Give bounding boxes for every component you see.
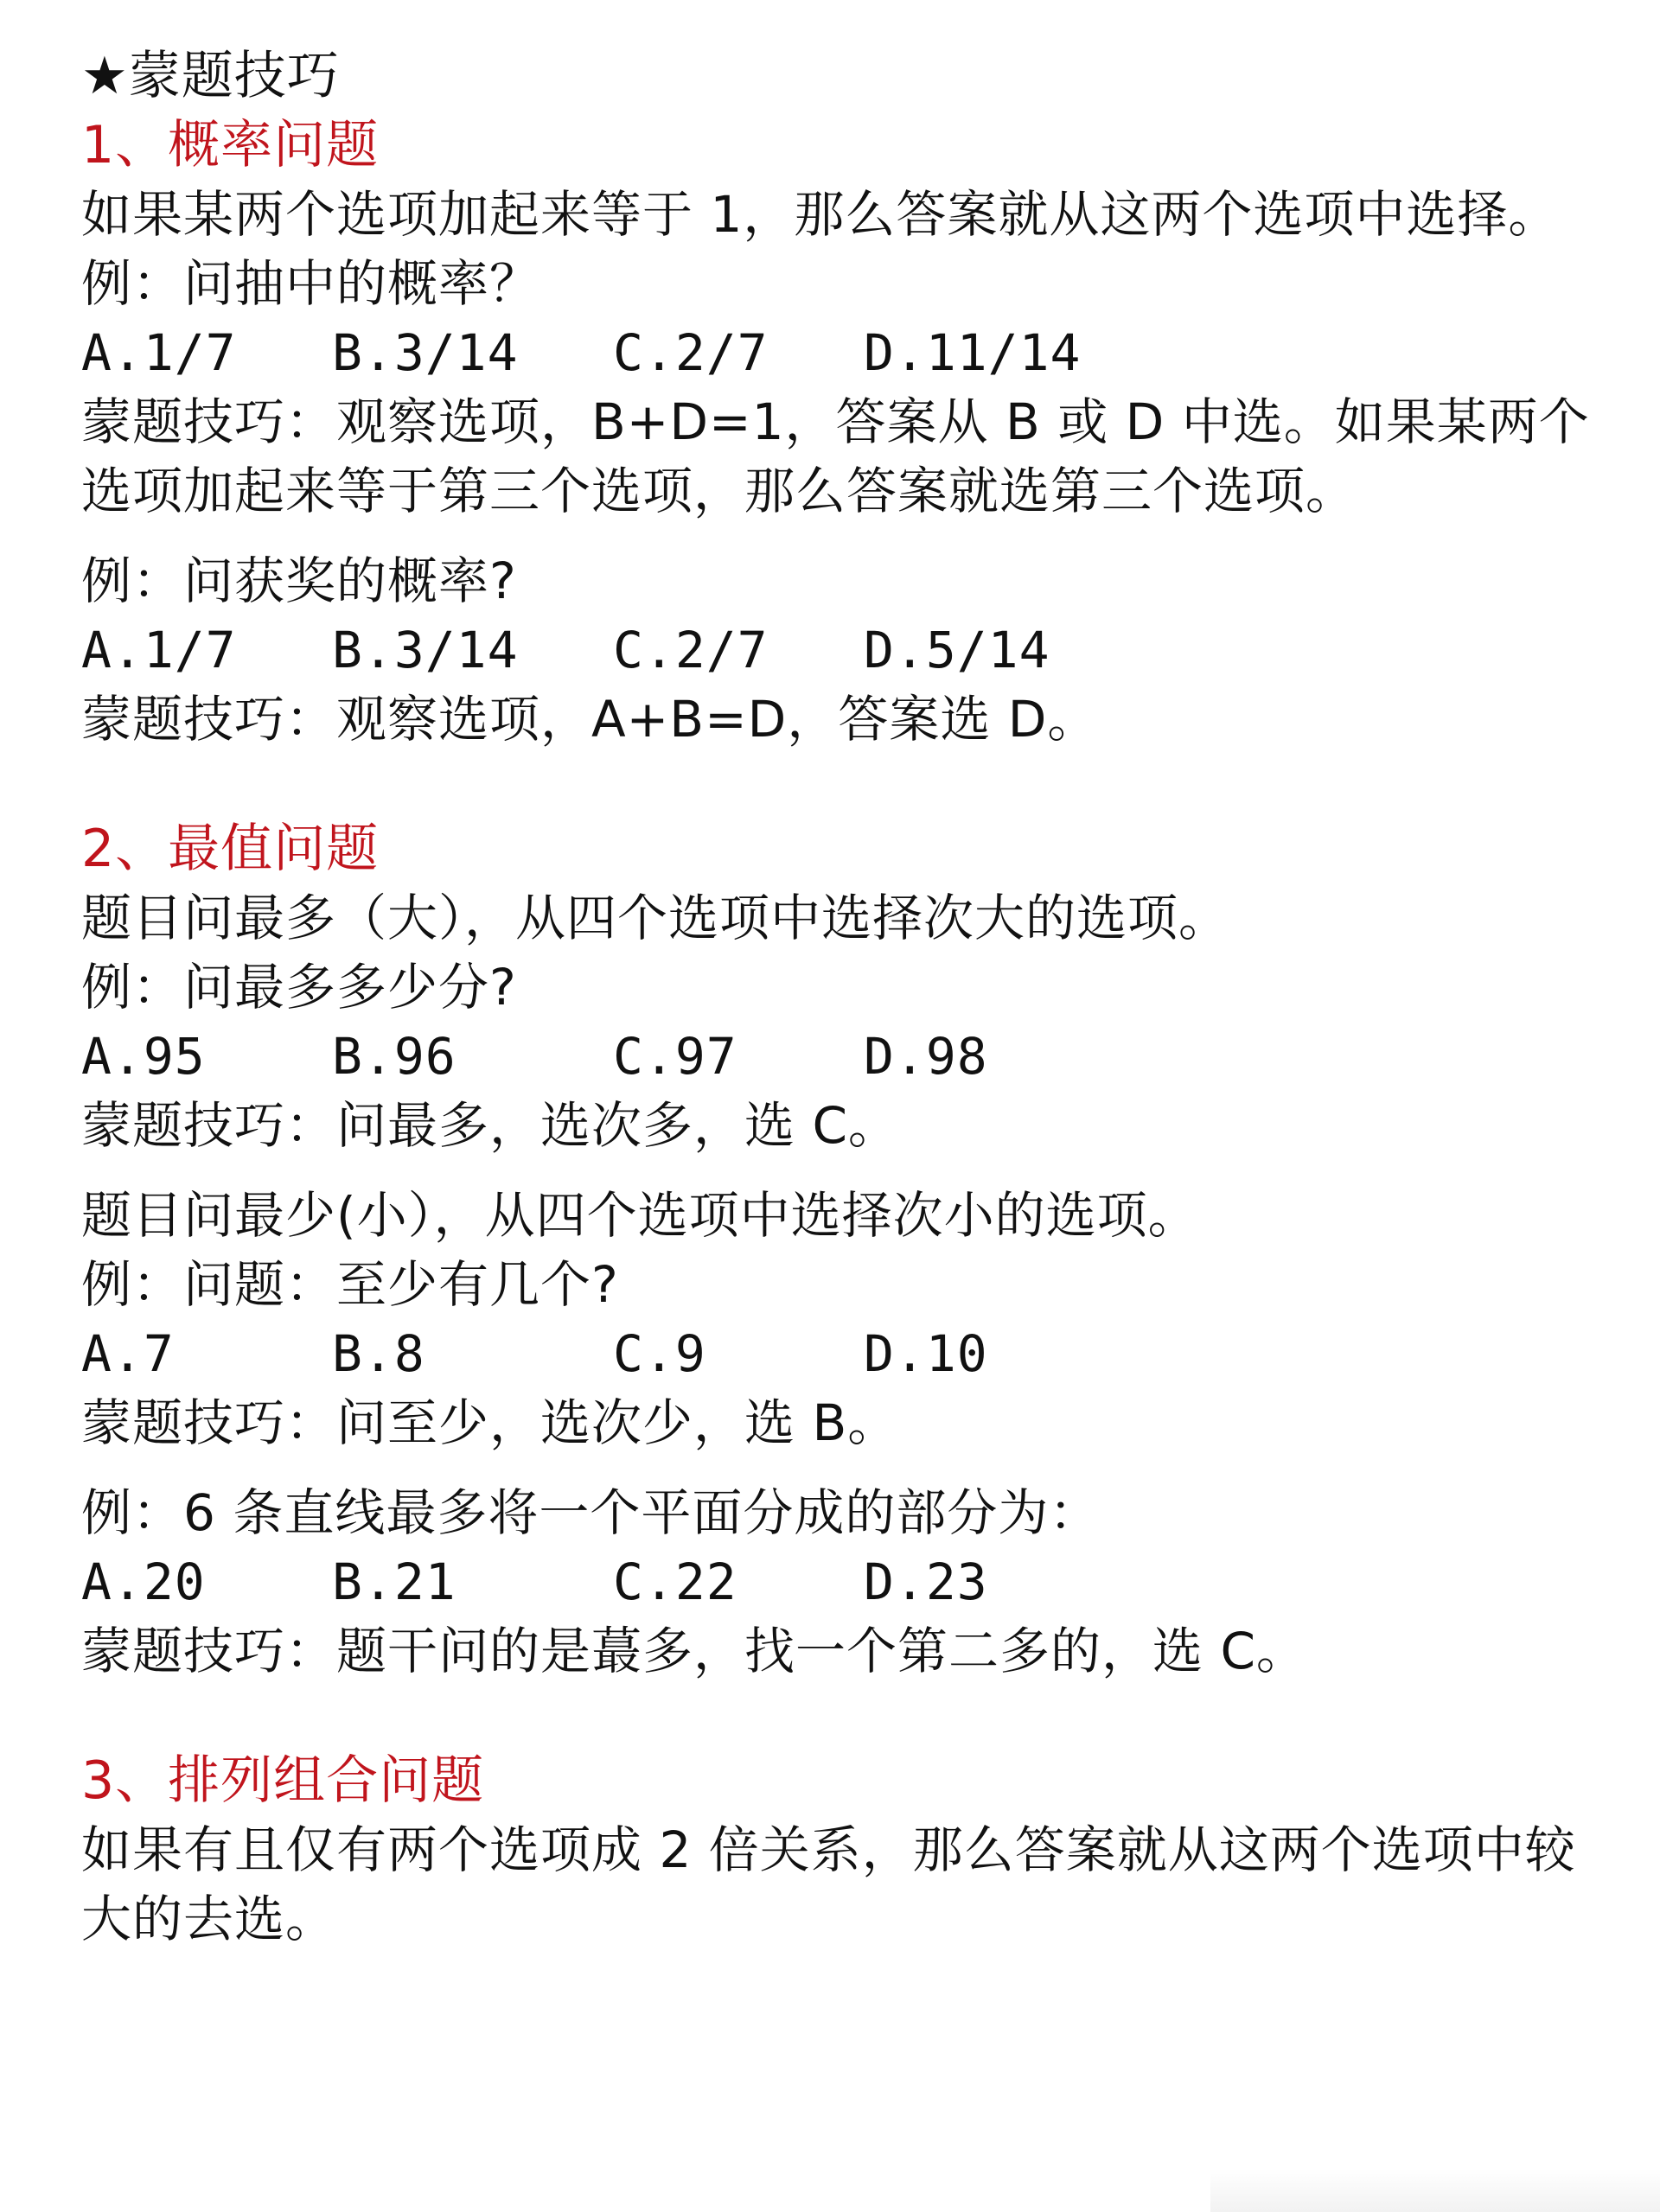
section-heading-extremum: 2、最值问题 (81, 819, 380, 879)
option-row (81, 615, 1608, 685)
option-row (81, 1547, 1608, 1616)
option-b: B.3/14 (332, 621, 519, 679)
tip-text: 蒙题技巧：题干问的是蕞多，找一个第二多的，选 C。 (81, 1622, 1307, 1680)
example-question: 例：6 条直线最多将一个平面分成的部分为： (81, 1483, 1101, 1542)
option-b: B.8 (332, 1324, 425, 1383)
option-c: C.2/7 (613, 323, 769, 382)
section-subintro: 题目问最少(小），从四个选项中选择次小的选项。 (81, 1186, 1199, 1245)
option-c: C.22 (613, 1552, 737, 1611)
option-c: C.97 (613, 1027, 737, 1086)
section-intro: 如果有且仅有两个选项成 2 倍关系，那么答案就从这两个选项中较大的去选。 (81, 1820, 1576, 1948)
tip-text: 蒙题技巧：问最多，选次多，选 C。 (81, 1096, 899, 1155)
option-b: B.3/14 (332, 323, 519, 382)
option-a: A.1/7 (81, 621, 237, 679)
option-d: D.5/14 (864, 621, 1050, 679)
example-question: 例：问最多多少分? (81, 958, 517, 1017)
page-bottom-shadow (1210, 2169, 1660, 2212)
option-c: C.9 (613, 1324, 706, 1383)
tip-text: 蒙题技巧：观察选项，A+B=D，答案选 D。 (81, 690, 1099, 749)
section-heading-permutation: 3、排列组合问题 (81, 1750, 485, 1811)
tip-text: 蒙题技巧：问至少，选次少，选 B。 (81, 1393, 899, 1452)
option-d: D.23 (864, 1552, 988, 1611)
option-a: A.20 (81, 1552, 206, 1611)
option-d: D.98 (864, 1027, 988, 1086)
option-row (81, 318, 1608, 387)
option-c: C.2/7 (613, 621, 769, 679)
section-heading-probability: 1、概率问题 (81, 115, 380, 175)
option-a: A.7 (81, 1324, 175, 1383)
option-a: A.1/7 (81, 323, 237, 382)
document-title: ★蒙题技巧 (81, 46, 340, 106)
example-question: 例：问获奖的概率? (81, 551, 517, 610)
option-d: D.11/14 (864, 323, 1082, 382)
option-row (81, 1319, 1608, 1388)
section-intro: 如果某两个选项加起来等于 1，那么答案就从这两个选项中选择。例：问抽中的概率？ (81, 185, 1560, 313)
option-d: D.10 (864, 1324, 988, 1383)
option-b: B.21 (332, 1552, 456, 1611)
tip-text: 蒙题技巧：观察选项，B+D=1，答案从 B 或 D 中选。如果某两个选项加起来等于第三个选项，那么答案就选第三个选项。 (81, 392, 1590, 520)
option-b: B.96 (332, 1027, 456, 1086)
section-intro: 题目问最多（大），从四个选项中选择次大的选项。 (81, 889, 1230, 947)
example-question: 例：问题：至少有几个? (81, 1255, 619, 1314)
option-row (81, 1022, 1608, 1091)
option-a: A.95 (81, 1027, 206, 1086)
document-page (81, 41, 1608, 1954)
